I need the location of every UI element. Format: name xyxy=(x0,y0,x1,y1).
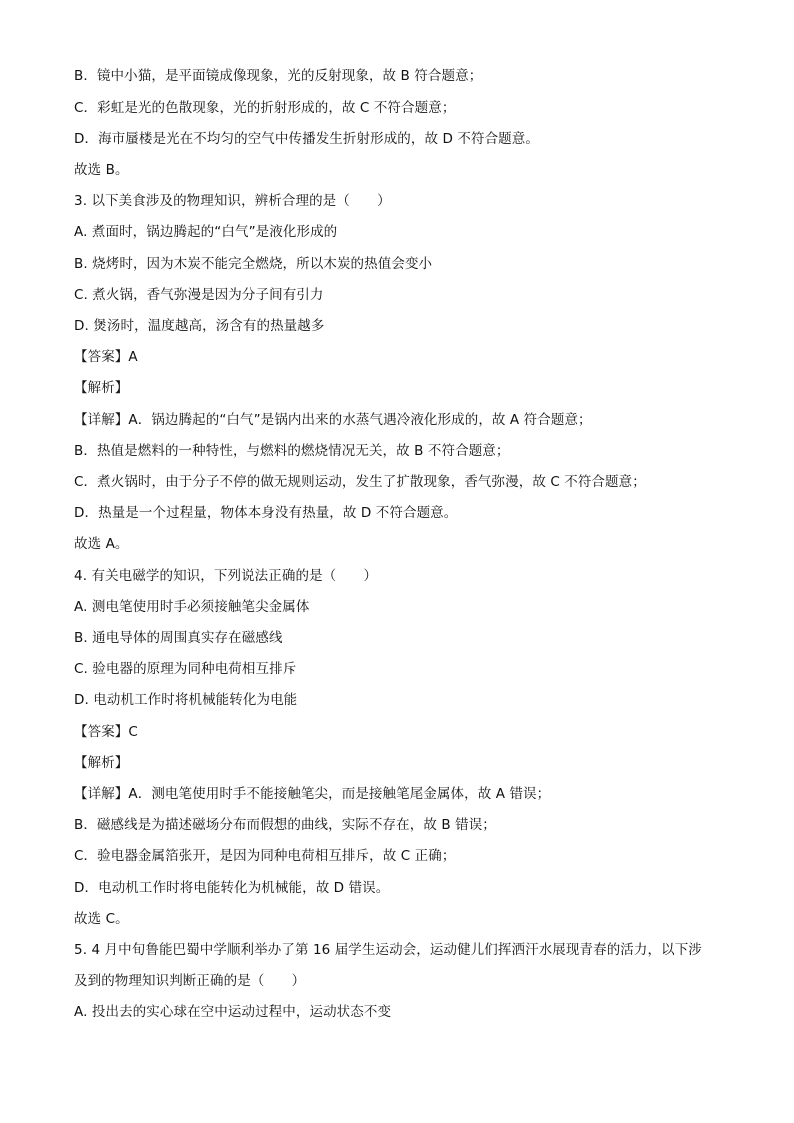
question-3-detail-d: D．热量是一个过程量，物体本身没有热量，故 D 不符合题意。 xyxy=(74,505,458,521)
question-4-option-c: C. 验电器的原理为同种电荷相互排斥 xyxy=(74,661,297,677)
option-c-explanation-q2: C．彩虹是光的色散现象，光的折射形成的，故 C 不符合题意； xyxy=(74,100,456,116)
question-5-stem-line-2: 及到的物理知识判断正确的是（ ） xyxy=(74,973,306,989)
question-4-detail-d: D．电动机工作时将电能转化为机械能，故 D 错误。 xyxy=(74,880,390,896)
question-3-option-a: A. 煮面时，锅边腾起的“白气”是液化形成的 xyxy=(74,224,338,240)
question-3-option-c: C. 煮火锅，香气弥漫是因为分子间有引力 xyxy=(74,287,324,303)
question-3-detail-a: 【详解】A．锅边腾起的“白气”是锅内出来的水蒸气遇冷液化形成的，故 A 符合题意； xyxy=(74,412,592,428)
question-4-option-b: B. 通电导体的周围真实存在磁感线 xyxy=(74,630,283,646)
question-3-option-b: B. 烧烤时，因为木炭不能完全燃烧，所以木炭的热值会变小 xyxy=(74,256,433,272)
option-b-explanation-q2: B．镜中小猫，是平面镜成像现象，光的反射现象，故 B 符合题意； xyxy=(74,68,483,84)
question-3-answer: 【答案】A xyxy=(74,349,138,365)
question-4-detail-c: C．验电器金属箔张开，是因为同种电荷相互排斥，故 C 正确； xyxy=(74,848,456,864)
question-3-detail-b: B．热值是燃料的一种特性，与燃料的燃烧情况无关，故 B 不符合题意； xyxy=(74,443,510,459)
question-4-option-a: A. 测电笔使用时手必须接触笔尖金属体 xyxy=(74,599,310,615)
question-3-stem: 3. 以下美食涉及的物理知识，辨析合理的是（ ） xyxy=(74,193,391,209)
question-5-option-a: A. 投出去的实心球在空中运动过程中，运动状态不变 xyxy=(74,1004,392,1020)
question-4-analysis-heading: 【解析】 xyxy=(74,755,129,771)
question-4-option-d: D. 电动机工作时将机械能转化为电能 xyxy=(74,692,298,708)
question-4-detail-a: 【详解】A．测电笔使用时手不能接触笔尖，而是接触笔尾金属体，故 A 错误； xyxy=(74,786,551,802)
question-4-detail-b: B．磁感线是为描述磁场分布而假想的曲线，实际不存在，故 B 错误； xyxy=(74,817,496,833)
question-5-stem-line-1: 5. 4 月中旬鲁能巴蜀中学顺利举办了第 16 届学生运动会，运动健儿们挥洒汗水展现青春的活力，以下涉 xyxy=(74,942,702,958)
question-4-answer: 【答案】C xyxy=(74,724,138,740)
question-3-detail-c: C．煮火锅时，由于分子不停的做无规则运动，发生了扩散现象，香气弥漫，故 C 不符合题意； xyxy=(74,474,646,490)
question-4-stem: 4. 有关电磁学的知识，下列说法正确的是（ ） xyxy=(74,568,378,584)
question-3-conclusion: 故选 A。 xyxy=(74,536,129,552)
question-4-conclusion: 故选 C。 xyxy=(74,911,129,927)
option-d-explanation-q2: D．海市蜃楼是光在不均匀的空气中传播发生折射形成的，故 D 不符合题意。 xyxy=(74,131,539,147)
question-3-analysis-heading: 【解析】 xyxy=(74,380,129,396)
answer-choice-q2: 故选 B。 xyxy=(74,162,129,178)
question-3-option-d: D. 煲汤时，温度越高，汤含有的热量越多 xyxy=(74,318,325,334)
